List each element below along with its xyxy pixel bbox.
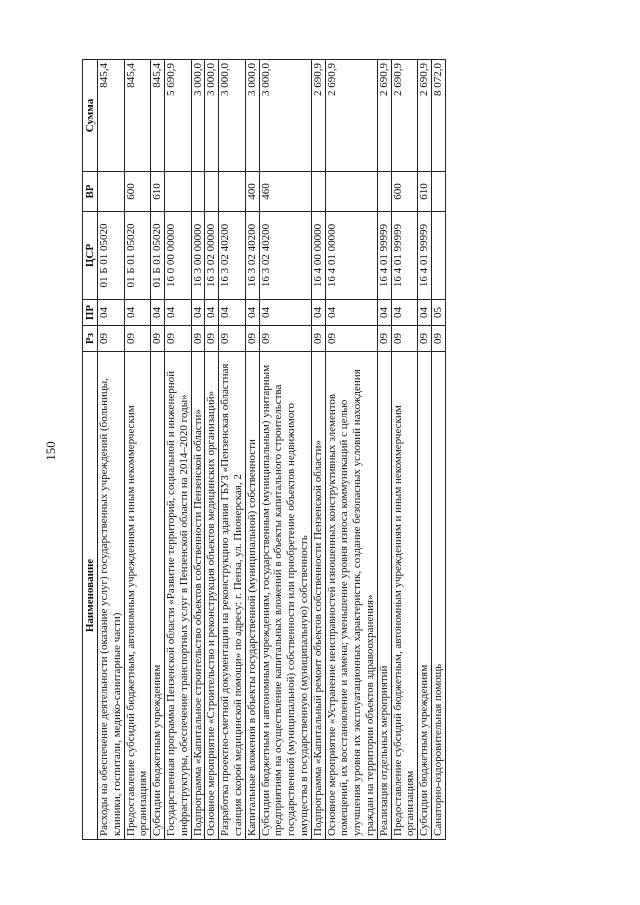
- cell-pr: 04: [245, 300, 259, 326]
- cell-name: Субсидии бюджетным учреждениям: [151, 352, 165, 840]
- cell-csr: 01 Б 01 05020: [151, 212, 165, 300]
- cell-csr: 16 3 02 40200: [259, 212, 311, 300]
- table-row: [124, 60, 151, 840]
- cell-pr: 04: [391, 300, 418, 326]
- cell-vr: [219, 172, 246, 212]
- cell-sum: 845,4: [98, 60, 125, 172]
- cell-pr: 04: [151, 300, 165, 326]
- cell-sum: 2 690,9: [391, 60, 418, 172]
- cell-sum: 3 000,0: [245, 60, 259, 172]
- table-row: [391, 60, 418, 840]
- cell-pr: 04: [259, 300, 311, 326]
- cell-vr: [377, 172, 391, 212]
- cell-sum: 8 072,0: [431, 60, 445, 172]
- header-name: Наименование: [83, 352, 98, 840]
- header-rz: Рз: [83, 326, 98, 352]
- cell-rz: 09: [259, 326, 311, 352]
- cell-name: Подпрограмма «Капитальный ремонт объектов собственности Пензенской области»: [311, 352, 325, 840]
- cell-rz: 09: [431, 326, 445, 352]
- table-row: [311, 60, 325, 840]
- cell-sum: 3 000,0: [259, 60, 311, 172]
- cell-pr: 05: [431, 300, 445, 326]
- cell-name: Реализация отдельных мероприятий: [377, 352, 391, 840]
- table-row: [219, 60, 246, 840]
- cell-pr: 04: [164, 300, 191, 326]
- cell-name: Расходы на обеспечение деятельности (оказание услуг) государственных учреждений (больницы, клиники, госпитали, медико-санитарные части): [98, 352, 125, 840]
- cell-name: Предоставление субсидий бюджетным, автономным учреждениям и иным некоммерческим организациям: [124, 352, 151, 840]
- cell-csr: 01 Б 01 05020: [98, 212, 125, 300]
- header-sum: Сумма: [83, 60, 98, 172]
- cell-pr: 04: [311, 300, 325, 326]
- cell-vr: [98, 172, 125, 212]
- cell-csr: 16 4 01 99999: [418, 212, 432, 300]
- cell-vr: [164, 172, 191, 212]
- table-row: [151, 60, 165, 840]
- cell-csr: 16 4 01 99999: [391, 212, 418, 300]
- cell-csr: 16 4 00 00000: [311, 212, 325, 300]
- cell-vr: [325, 172, 377, 212]
- cell-pr: 04: [219, 300, 246, 326]
- cell-pr: 04: [98, 300, 125, 326]
- cell-rz: 09: [98, 326, 125, 352]
- cell-pr: 04: [205, 300, 219, 326]
- table-row: [191, 60, 205, 840]
- cell-rz: 09: [191, 326, 205, 352]
- cell-vr: [431, 172, 445, 212]
- table-row: [377, 60, 391, 840]
- cell-sum: 2 690,9: [377, 60, 391, 172]
- rotated-page-content: [82, 60, 556, 840]
- table-row: [418, 60, 432, 840]
- table-row: [98, 60, 125, 840]
- cell-pr: 04: [191, 300, 205, 326]
- cell-sum: 2 690,9: [311, 60, 325, 172]
- cell-rz: 09: [377, 326, 391, 352]
- cell-csr: 16 4 01 99999: [377, 212, 391, 300]
- cell-pr: 04: [124, 300, 151, 326]
- cell-name: Основное мероприятие «Строительство и реконструкция объектов медицинских организаций»: [205, 352, 219, 840]
- cell-vr: 400: [245, 172, 259, 212]
- cell-rz: 09: [151, 326, 165, 352]
- cell-rz: 09: [124, 326, 151, 352]
- cell-vr: [191, 172, 205, 212]
- cell-csr: 16 3 02 40200: [245, 212, 259, 300]
- cell-name: Предоставление субсидий бюджетным, автономным учреждениям и иным некоммерческим организациям: [391, 352, 418, 840]
- cell-sum: 5 690,9: [164, 60, 191, 172]
- cell-vr: 610: [151, 172, 165, 212]
- cell-sum: 3 000,0: [191, 60, 205, 172]
- cell-vr: 600: [391, 172, 418, 212]
- cell-vr: 600: [124, 172, 151, 212]
- cell-vr: 460: [259, 172, 311, 212]
- cell-pr: 04: [325, 300, 377, 326]
- cell-vr: [205, 172, 219, 212]
- cell-sum: 3 000,0: [205, 60, 219, 172]
- cell-name: Субсидии бюджетным учреждениям: [418, 352, 432, 840]
- cell-csr: 01 Б 01 05020: [124, 212, 151, 300]
- cell-name: Капитальные вложения в объекты государственной (муниципальной) собственности: [245, 352, 259, 840]
- header-pr: ПР: [83, 300, 98, 326]
- table-header-row: [83, 60, 98, 840]
- cell-vr: 610: [418, 172, 432, 212]
- table-row: [259, 60, 311, 840]
- cell-name: Разработка проектно-сметной документации на реконструкцию здания ГБУЗ «Пензенская областная станция скорой медицинской помощи» по адресу: г. Пенза, ул. Пионерская, 2: [219, 352, 246, 840]
- cell-csr: 16 0 00 00000: [164, 212, 191, 300]
- table-row: [431, 60, 445, 840]
- cell-rz: 09: [219, 326, 246, 352]
- cell-rz: 09: [418, 326, 432, 352]
- table-row: [205, 60, 219, 840]
- cell-rz: 09: [245, 326, 259, 352]
- cell-vr: [311, 172, 325, 212]
- cell-sum: 845,4: [151, 60, 165, 172]
- cell-rz: 09: [205, 326, 219, 352]
- cell-name: Государственная программа Пензенской области «Развитие территорий, социальной и инженерной инфраструктуры, обеспечение транспортных услуг в Пензенской области на 2014–2020 годы»: [164, 352, 191, 840]
- cell-rz: 09: [325, 326, 377, 352]
- cell-rz: 09: [311, 326, 325, 352]
- page-number: 150: [43, 441, 58, 461]
- header-csr: ЦСР: [83, 212, 98, 300]
- budget-table: [82, 59, 446, 840]
- cell-csr: 16 3 02 00000: [205, 212, 219, 300]
- cell-name: Субсидии бюджетным и автономным учреждениям, государственным (муниципальным) унитарным предприятиям на осуществление капитальных вложений в объекты капитального строительства государственной (муниципальной) собственности или приобретение объектов недвижимого имущества в государственную (муниципальную) собственность: [259, 352, 311, 840]
- cell-sum: 845,4: [124, 60, 151, 172]
- cell-rz: 09: [391, 326, 418, 352]
- cell-name: Санаторно-оздоровительная помощь: [431, 352, 445, 840]
- cell-csr: 16 3 00 00000: [191, 212, 205, 300]
- table-row: [164, 60, 191, 840]
- cell-sum: 2 690,9: [325, 60, 377, 172]
- cell-pr: 04: [377, 300, 391, 326]
- cell-csr: [431, 212, 445, 300]
- table-row: [245, 60, 259, 840]
- cell-name: Основное мероприятие «Устранение неисправностей изношенных конструктивных элементов помещений, их восстановление и замена; уменьшение уровня износа коммуникаций с целью улучшения уровня их эксплуатационных характеристик, создание безопасных условий нахождения граждан на территории объектов здравоохранения»: [325, 352, 377, 840]
- cell-sum: 3 000,0: [219, 60, 246, 172]
- cell-name: Подпрограмма «Капитальное строительство объектов собственности Пензенской области»: [191, 352, 205, 840]
- header-vr: ВР: [83, 172, 98, 212]
- cell-rz: 09: [164, 326, 191, 352]
- cell-csr: 16 4 01 00000: [325, 212, 377, 300]
- table-row: [325, 60, 377, 840]
- cell-sum: 2 690,9: [418, 60, 432, 172]
- cell-csr: 16 3 02 40200: [219, 212, 246, 300]
- cell-pr: 04: [418, 300, 432, 326]
